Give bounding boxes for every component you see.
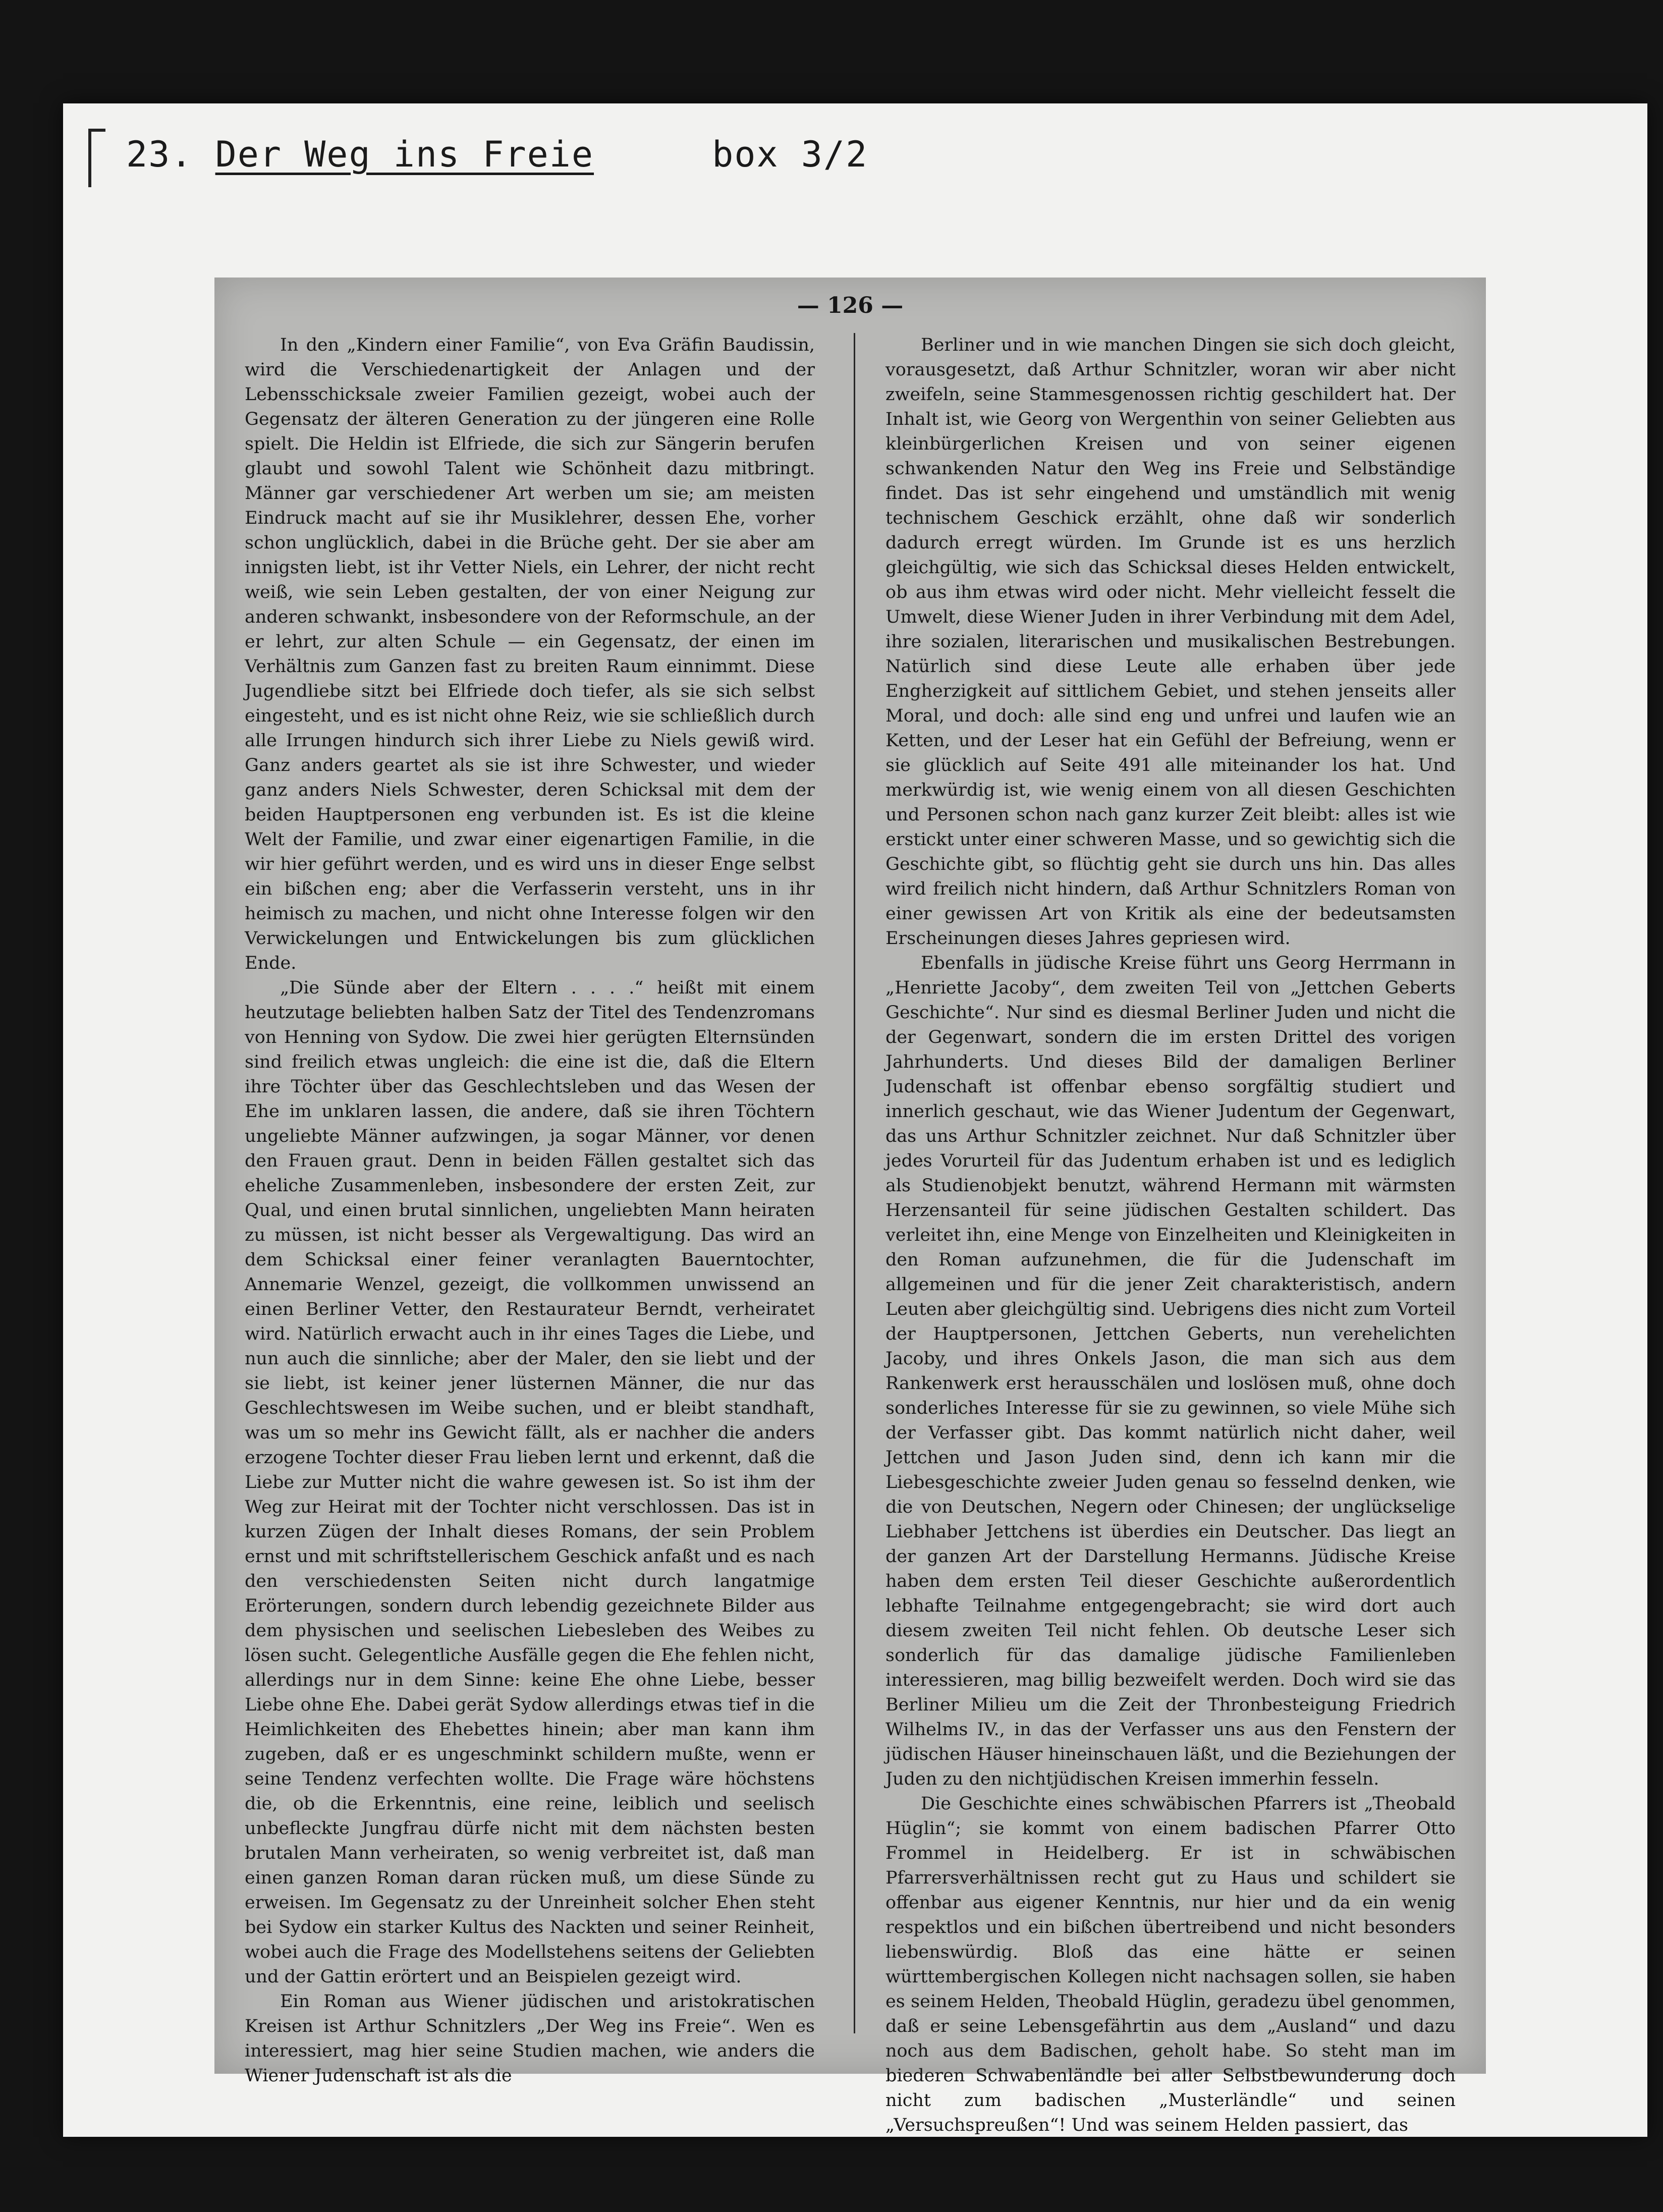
paragraph-schnitzler-cont: Berliner und in wie manchen Dingen sie sich doch gleicht, vorausgesetzt, daß Arthur Schnitzler, woran wir aber nicht zweifeln, seine Stammesgenossen richtig geschildert hat. Der Inhalt ist, wie Georg von Wergenthin von seiner Geliebten aus kleinbürgerlichen Kreisen und von seiner eigenen schwankenden Natur den Weg ins Freie und Selbständige findet. Das ist sehr eingehend und umständlich mit wenig technischem Geschick erzählt, ohne daß wir sonderlich dadurch erregt würden. Im Grunde ist es uns herzlich gleichgültig, wie sich das Schicksal dieses Helden entwickelt, ob aus ihm etwas wird oder nicht. Mehr vielleicht fesselt die Umwelt, diese Wiener Juden in ihrer Verbindung mit dem Adel, ihre sozialen, literarischen und musikalischen Bestrebungen. Natürlich sind diese Leute alle erhaben über jede Engherzigkeit auf sittlichem Gebiet, und stehen jenseits aller Moral, und doch: alle sind eng und unfrei und laufen wie an Ketten, und der Leser hat ein Gefühl der Befreiung, wenn er sie glücklich auf Seite 491 alle miteinander los hat. Und merkwürdig ist, wie wenig einem von all diesen Geschichten und Personen schon nach ganz kurzer Zeit bleibt: alles ist wie erstickt unter einer schweren Masse, und so gewichtig sich die Geschichte gibt, so flüchtig geht sie durch uns hin. Das alles wird freilich nicht hindern, daß Arthur Schnitzlers Roman von einer gewissen Art von Kritik als eine der bedeutsamsten Erscheinungen dieses Jahres gepriesen wird. <box>885 335 1456 949</box>
work-title: Der Weg ins Freie <box>215 134 594 175</box>
paragraph-frommel: Die Geschichte eines schwäbischen Pfarrers ist „Theobald Hüglin“; sie kommt von einem badischen Pfarrer Otto Frommel in Heidelberg. Er ist in schwäbischen Pfarrersverhältnissen recht gut zu Haus und schildert sie offenbar aus eigener Kenntnis, nur hier und da ein wenig respektlos und ein bißchen übertreibend und nicht besonders liebenswürdig. Bloß das eine hätte er seinen württembergischen Kollegen nicht nachsagen sollen, sie haben es seinem Helden, Theobald Hüglin, geradezu übel genommen, daß er seine Lebensgefährtin aus dem „Ausland“ und dazu noch aus dem Badischen, geholt habe. So steht man im biederen Schwabenländle bei aller Selbstbewunderung doch nicht zum badischen „Musterländle“ und seinen „Versuchspreußen“! Und was seinem Helden passiert, das <box>885 1794 1456 2135</box>
folder-number: 23. <box>126 134 193 175</box>
paragraph-schnitzler-start: Ein Roman aus Wiener jüdischen und aristokratischen Kreisen ist Arthur Schnitzlers „Der Weg ins Freie“. Wen es interessiert, mag hier seine Studien machen, wie anders die Wiener Judenschaft ist als die <box>245 1992 815 2086</box>
paragraph-baudissin: In den „Kindern einer Familie“, von Eva Gräfin Baudissin, wird die Verschiedenartigkeit der Anlagen und der Lebensschicksale zweier Familien gezeigt, wobei auch der Gegensatz der älteren Generation zu der jüngeren eine Rolle spielt. Die Heldin ist Elfriede, die sich zur Sängerin berufen glaubt und sowohl Talent wie Schönheit dazu mitbringt. Männer gar verschiedener Art werben um sie; am meisten Eindruck macht auf sie ihr Musiklehrer, dessen Ehe, vorher schon unglücklich, dabei in die Brüche geht. Der sie aber am innigsten liebt, ist ihr Vetter Niels, ein Lehrer, der nicht recht weiß, wie sein Leben gestalten, der von einer Neigung zur anderen schwankt, insbesondere von der Reformschule, an der er lehrt, zur alten Schule — ein Gegensatz, der einen im Verhältnis zum Ganzen fast zu breiten Raum einnimmt. Diese Jugendliebe sitzt bei Elfriede doch tiefer, als sie sich selbst eingesteht, und es ist nicht ohne Reiz, wie sie schließlich durch alle Irrungen hindurch sich ihrer Liebe zu Niels gewiß wird. Ganz anders geartet als sie ist ihre Schwester, und wieder ganz anders Niels Schwester, deren Schicksal mit dem der beiden Hauptpersonen eng verbunden ist. Es ist die kleine Welt der Familie, und zwar einer eigenartigen Familie, in die wir hier geführt werden, und es wird uns in dieser Enge selbst ein bißchen eng; aber die Verfasserin versteht, uns in ihr heimisch zu machen, und nicht ohne Interesse folgen wir den Verwickelungen und Entwickelungen bis zum glücklichen Ende. <box>245 335 815 973</box>
corner-bracket-mark <box>88 129 105 187</box>
newspaper-clipping <box>214 278 1486 2135</box>
column-divider <box>854 333 855 2033</box>
left-column <box>245 333 815 2086</box>
page-number: — 126 — <box>797 293 904 318</box>
box-label: box 3/2 <box>712 134 868 175</box>
archive-sheet <box>63 103 1647 2137</box>
right-column <box>885 333 1456 2135</box>
paragraph-herrmann: Ebenfalls in jüdische Kreise führt uns Georg Herrmann in „Henriette Jacoby“, dem zweiten Teil von „Jettchen Geberts Geschichte“. Nur sind es diesmal Berliner Juden und nicht die der Gegenwart, sondern die im ersten Drittel des vorigen Jahrhunderts. Und dieses Bild der damaligen Berliner Judenschaft ist offenbar ebenso sorgfältig studiert und innerlich geschaut, wie das Wiener Judentum der Gegenwart, das uns Arthur Schnitzler zeichnet. Nur daß Schnitzler über jedes Vorurteil für das Judentum erhaben ist und es lediglich als Studienobjekt benutzt, während Hermann mit wärmsten Herzensanteil für seine jüdischen Gestalten schildert. Das verleitet ihn, eine Menge von Einzelheiten und Kleinigkeiten in den Roman aufzunehmen, die für die Judenschaft im allgemeinen und für die jener Zeit charakteristisch, andern Leuten aber gleichgültig sind. Uebrigens dies nicht zum Vorteil der Hauptpersonen, Jettchen Geberts, nun verehelichten Jacoby, und ihres Onkels Jason, die man sich aus dem Rankenwerk erst herausschälen und loslösen muß, ohne doch sonderliches Interesse für sie zu gewinnen, so viele Mühe sich der Verfasser gibt. Das kommt natürlich nicht daher, weil Jettchen und Jason Juden sind, denn ich kann mir die Liebesgeschichte zweier Juden genau so fesselnd denken, wie die von Deutschen, Negern oder Chinesen; der unglückselige Liebhaber Jettchens ist überdies ein Deutscher. Das liegt an der ganzen Art der Darstellung Hermanns. Jüdische Kreise haben dem ersten Teil dieser Geschichte außerordentlich lebhafte Teilnahme entgegengebracht; sie wird dort auch diesem zweiten Teil nicht fehlen. Ob deutsche Leser sich sonderlich für das damalige jüdische Familienleben interessieren, mag billig bezweifelt werden. Doch wird sie das Berliner Milieu um die Zeit der Thronbesteigung Friedrich Wilhelms IV., in das der Verfasser uns aus den Fenstern der jüdischen Häuser hineinschauen läßt, und die Beziehungen der Juden zu den nichtjüdischen Kreisen immerhin fesseln. <box>885 953 1456 1789</box>
archive-heading <box>126 134 868 175</box>
paragraph-sydow: „Die Sünde aber der Eltern . . . .“ heißt mit einem heutzutage beliebten halben Satz der Titel des Tendenzromans von Henning von Sydow. Die zwei hier gerügten Elternsünden sind freilich etwas ungleich: die eine ist die, daß die Eltern ihre Töchter über das Geschlechtsleben und das Wesen der Ehe im unklaren lassen, die andere, daß sie ihren Töchtern ungeliebte Männer aufzwingen, ja sogar Männer, vor denen den Frauen graut. Denn in beiden Fällen gestaltet sich das eheliche Zusammenleben, insbesondere der ersten Zeit, zur Qual, und einen brutal sinnlichen, ungeliebten Mann heiraten zu müssen, ist nicht besser als Vergewaltigung. Das wird an dem Schicksal einer feiner veranlagten Bauerntochter, Annemarie Wenzel, gezeigt, die vollkommen unwissend an einen Berliner Vetter, den Restaurateur Berndt, verheiratet wird. Natürlich erwacht auch in ihr eines Tages die Liebe, und nun auch die sinnliche; aber der Maler, den sie liebt und der sie liebt, ist keiner jener lüsternen Männer, die nur das Geschlechtswesen im Weibe suchen, und er bleibt standhaft, was um so mehr ins Gewicht fällt, als er nachher die anders erzogene Tochter dieser Frau lieben lernt und erkennt, daß die Liebe zur Mutter nicht die wahre gewesen ist. So ist ihm der Weg zur Heirat mit der Tochter nicht verschlossen. Das ist in kurzen Zügen der Inhalt dieses Romans, der sein Problem ernst und mit schriftstellerischem Geschick anfaßt und es nach den verschiedensten Seiten nicht durch langatmige Erörterungen, sondern durch lebendig gezeichnete Bilder aus dem physischen und seelischen Liebesleben des Weibes zu lösen sucht. Gelegentliche Ausfälle gegen die Ehe fehlen nicht, allerdings nur in dem Sinne: keine Ehe ohne Liebe, besser Liebe ohne Ehe. Dabei gerät Sydow allerdings etwas tief in die Heimlichkeiten des Ehebettes hinein; aber man kann ihm zugeben, daß er es ungeschminkt schildern mußte, wenn er seine Tendenz verfechten wollte. Die Frage wäre höchstens die, ob die Erkenntnis, eine reine, leiblich und seelisch unbefleckte Jungfrau dürfe nicht mit dem nächsten besten brutalen Mann verheiraten, so wenig verbreitet ist, daß man einen ganzen Roman daran rücken muß, um diese Sünde zu erweisen. Im Gegensatz zu der Unreinheit solcher Ehen steht bei Sydow ein starker Kultus des Nackten und seiner Reinheit, wobei auch die Frage des Modellstehens seitens der Geliebten und der Gattin erörtert und an Beispielen gezeigt wird. <box>245 978 815 1987</box>
